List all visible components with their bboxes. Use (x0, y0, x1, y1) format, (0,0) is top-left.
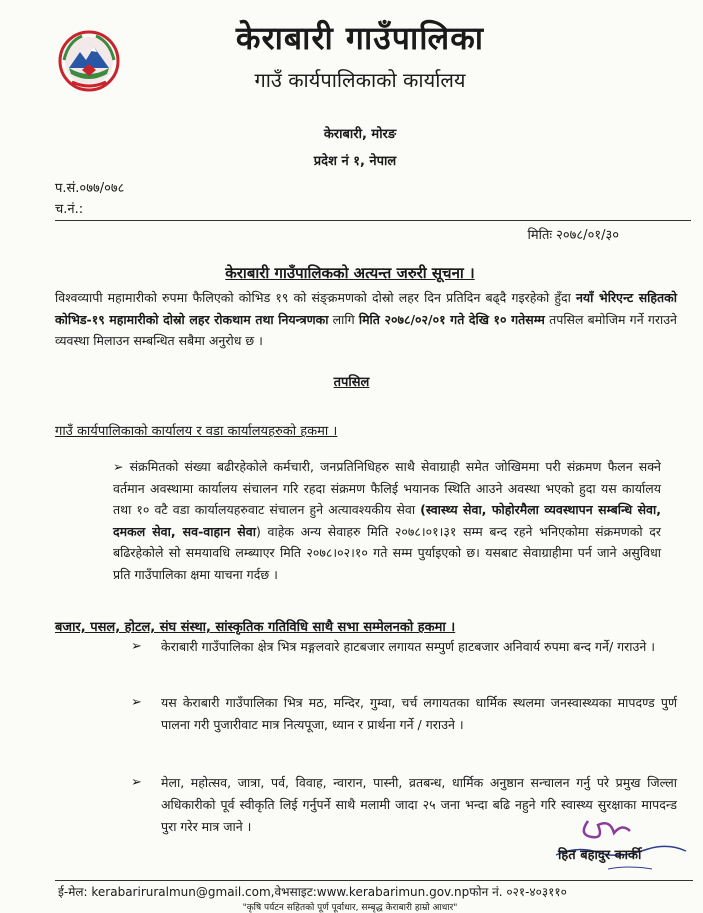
intro-bold-1: नयाँ भेरिएन्ट सहितको कोभिड-१९ महामारीको दोस्रो लहर रोकथाम तथा नियन्त्रणका (55, 290, 677, 327)
tapasil-heading: तपसिल (333, 375, 370, 390)
section-1-bold: (स्वास्थ्य सेवा, फोहोरमैला व्यवस्थापन सम्बन्धि सेवा, दमकल सेवा, सव-वाहान सेवा (113, 502, 661, 539)
intro-text-1: विश्वव्यापी महामारीको रुपमा फैलिएको कोभिड १९ को संङ्क्रमणको दोस्रो लहर दिन प्रतिदिन बढ्दै गइरहेको हुँदा (55, 290, 576, 305)
signature-stamp (548, 815, 693, 875)
address-line-2: प्रदेश नं १, नेपाल (313, 154, 397, 169)
bullet-arrow-icon: ➢ (131, 639, 142, 654)
header-divider (55, 220, 691, 221)
letter-date: मितिः २०७८/०१/३० (527, 228, 619, 243)
list-item (131, 636, 677, 658)
section-1-heading: गाउँ कार्यपालिकाको कार्यालय र वडा कार्यालयहरुको हकमा । (55, 424, 338, 439)
section-1-item (113, 456, 661, 585)
list-item-text: केराबारी गाउँपालिका क्षेत्र भित्र मङ्गलवारे हाटबजार लगायत सम्पुर्ण हाटबजार अनिवार्य रुपमा बन्द गर्ने/ गराउने । (161, 639, 656, 654)
footer-slogan: "कृषि पर्यटन सहितको पूर्ण पूर्वाधार, सम्बृद्ध केराबारी हाम्रो आधार" (242, 903, 458, 913)
footer-contact: ई-मेल: kerabariruralmun@gmail.com,वेभसाइट:www.kerabarimun.gov.npफोन नं. ०२१-४०३११० (58, 885, 567, 899)
signatory-name: हित बहादुर कार्की (558, 848, 642, 863)
section-2-heading: बजार, पसल, होटल, संघ संस्था, सांस्कृतिक गतिविधि साथै सभा सम्मेलनको हकमा । (55, 620, 456, 635)
intro-text-2: लागि (328, 311, 359, 327)
list-item-text: यस केराबारी गाउँपालिका भित्र मठ, मन्दिर, गुम्वा, चर्च लगायतका धार्मिक स्थलमा जनस्वास्थ्यका मापदण्ड पुर्ण पालना गरी पुजारीवाट मात्र नित्यपूजा, ध्यान र प्रार्थना गर्ने / गराउने । (161, 695, 677, 732)
nepal-government-emblem-icon (58, 30, 120, 92)
list-item (131, 692, 677, 736)
section-1-text-1: संक्रमितको संख्या बढीरहेकोले कर्मचारी, जनप्रतिनिधिहरु साथै सेवाग्राही समेत जोखिममा परी संक्रमण फैलन सक्ने वर्तमान अवस्थामा कार्यालय संचालन गरि रहदा संक्रमण फैलिई भयानक स्थिति आउने अवस्था भएको हुदा यस कार्यालय तथा १० वटै वडा कार्यालयहरुवाट संचालन हुने अत्यावश्यकीय सेवा (113, 459, 661, 517)
section-1-text-2: ) वाहेक अन्य सेवाहरु मिति २०७८।०१।३१ सम्म बन्द रहने भनिएकोमा संक्रमणको दर बढिरहेकोले सो समयावधि लम्ब्याएर मिति २०७८।०२।१० गते सम्म पुर्याइएको छ। यसबाट सेवाग्राहीमा पर्न जाने असुविधा प्रति गाउँपालिका क्षमा याचना गर्दछ । (113, 523, 661, 582)
dispatch-number: च.नं.: (55, 202, 84, 217)
intro-bold-2: मिति २०७८/०२/०१ गते देखि १० गतेसम्म (358, 311, 545, 327)
notice-title: केराबारी गाउँपालिकको अत्यन्त जरुरी सूचना । (225, 264, 475, 282)
intro-text-3: तपसिल बमोजिम गर्ने गराउने व्यवस्था मिलाउन सम्बन्धित सबैमा अनुरोध छ । (55, 311, 677, 348)
office-subtitle: गाउँ कार्यपालिकाको कार्यालय (254, 68, 466, 92)
office-name: केराबारी गाउँपालिका (235, 19, 485, 57)
bullet-arrow-icon: ➢ (113, 459, 124, 474)
letter-number: प.सं.०७७/०७८ (55, 181, 125, 196)
list-item-text: मेला, महोत्सव, जात्रा, पर्व, विवाह, न्वारान, पास्नी, व्रतबन्ध, धार्मिक अनुष्ठान सन्चालन गर्नु परे प्रमुख जिल्ला अधिकारीको पूर्व स्वीकृति लिई गर्नुपर्ने साथै मलामी जादा २५ जना भन्दा बढि नहुने गरि स्वास्थ्य सुरक्षाका मापदन्ड पुरा गरेर मात्र जाने । (161, 775, 677, 834)
bullet-arrow-icon: ➢ (131, 775, 142, 790)
footer-divider (55, 880, 693, 881)
intro-paragraph (55, 287, 677, 352)
bullet-arrow-icon: ➢ (131, 695, 142, 710)
address-line-1: केराबारी, मोरङ (323, 127, 397, 142)
